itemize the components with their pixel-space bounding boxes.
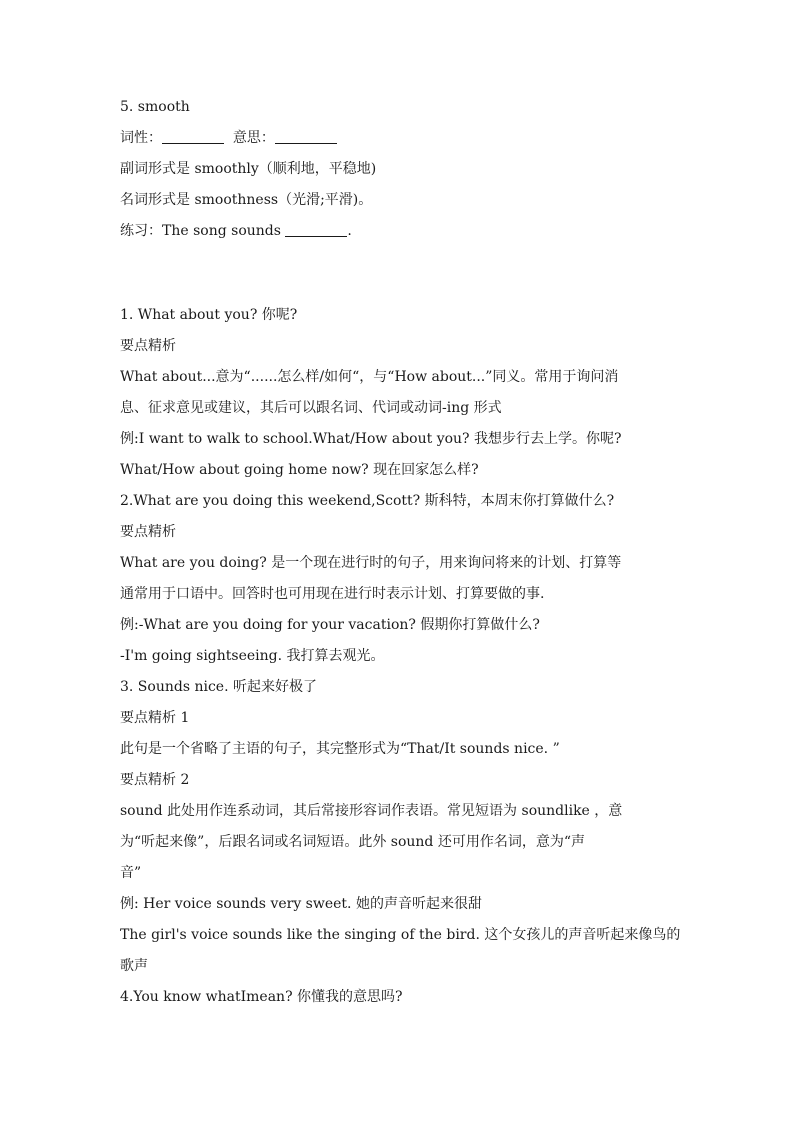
adverb-form-line: 副词形式是 smoothly（顺利地，平稳地) — [120, 161, 377, 177]
practice-end: . — [347, 223, 352, 239]
section-gap — [120, 247, 680, 300]
point-text-line: -I'm going sightseeing. 我打算去观光。 — [120, 648, 385, 664]
meaning-blank — [275, 129, 337, 144]
meaning-label: 意思： — [232, 130, 275, 146]
point-text-line: 为“听起来像”，后跟名词或名词短语。此外 sound 还可用作名词，意为“声 — [120, 834, 585, 850]
point-label: 要点精析 — [120, 524, 176, 540]
practice-label: 练习：The song sounds — [120, 223, 281, 239]
point-heading: 2.What are you doing this weekend,Scott? 斯科特，本周末你打算做什么? — [120, 493, 615, 509]
point-text-line: 此句是一个省略了主语的句子，其完整形式为“That/It sounds nice. ” — [120, 741, 560, 757]
point-label: 要点精析 2 — [120, 772, 190, 788]
point-text-line: 息、征求意见或建议，其后可以跟名词、代词或动词-ing 形式 — [120, 400, 502, 416]
point-text-line: sound 此处用作连系动词，其后常接形容词作表语。常见短语为 soundlike ，意 — [120, 803, 623, 819]
point-heading: 4.You know whatImean? 你懂我的意思吗? — [120, 989, 403, 1005]
point-text-line: What/How about going home now? 现在回家怎么样? — [120, 462, 479, 478]
point-heading: 3. Sounds nice. 听起来好极了 — [120, 679, 317, 695]
point-text-line: What are you doing? 是一个现在进行时的句子，用来询问将来的计划、打算等 — [120, 555, 622, 571]
pos-blank — [162, 129, 224, 144]
pos-meaning-line — [120, 123, 680, 154]
point-text-line: 例:-What are you doing for your vacation? 假期你打算做什么? — [120, 617, 540, 633]
point-text-line: 歌声 — [120, 958, 148, 974]
point-label: 要点精析 — [120, 338, 176, 354]
point-text-line: 例: Her voice sounds very sweet. 她的声音听起来很甜 — [120, 896, 482, 912]
point-label: 要点精析 1 — [120, 710, 190, 726]
language-points — [120, 300, 680, 1013]
pos-label: 词性： — [120, 130, 162, 146]
point-text-line: What about...意为“......怎么样/如何“，与“How about...”同义。常用于询问消 — [120, 369, 619, 385]
point-text-line: 例:I want to walk to school.What/How about you? 我想步行去上学。你呢? — [120, 431, 622, 447]
point-text-line: The girl's voice sounds like the singing of the bird. 这个女孩儿的声音听起来像鸟的 — [120, 927, 680, 943]
point-text-line: 通常用于口语中。回答时也可用现在进行时表示计划、打算要做的事. — [120, 586, 545, 602]
practice-blank — [285, 222, 347, 237]
document-content — [120, 92, 680, 1013]
practice-line — [120, 216, 680, 247]
point-text-line: 音” — [120, 865, 142, 881]
noun-form-line: 名词形式是 smoothness（光滑;平滑)。 — [120, 192, 373, 208]
section-heading: 5. smooth — [120, 99, 190, 115]
point-heading: 1. What about you? 你呢? — [120, 307, 298, 323]
